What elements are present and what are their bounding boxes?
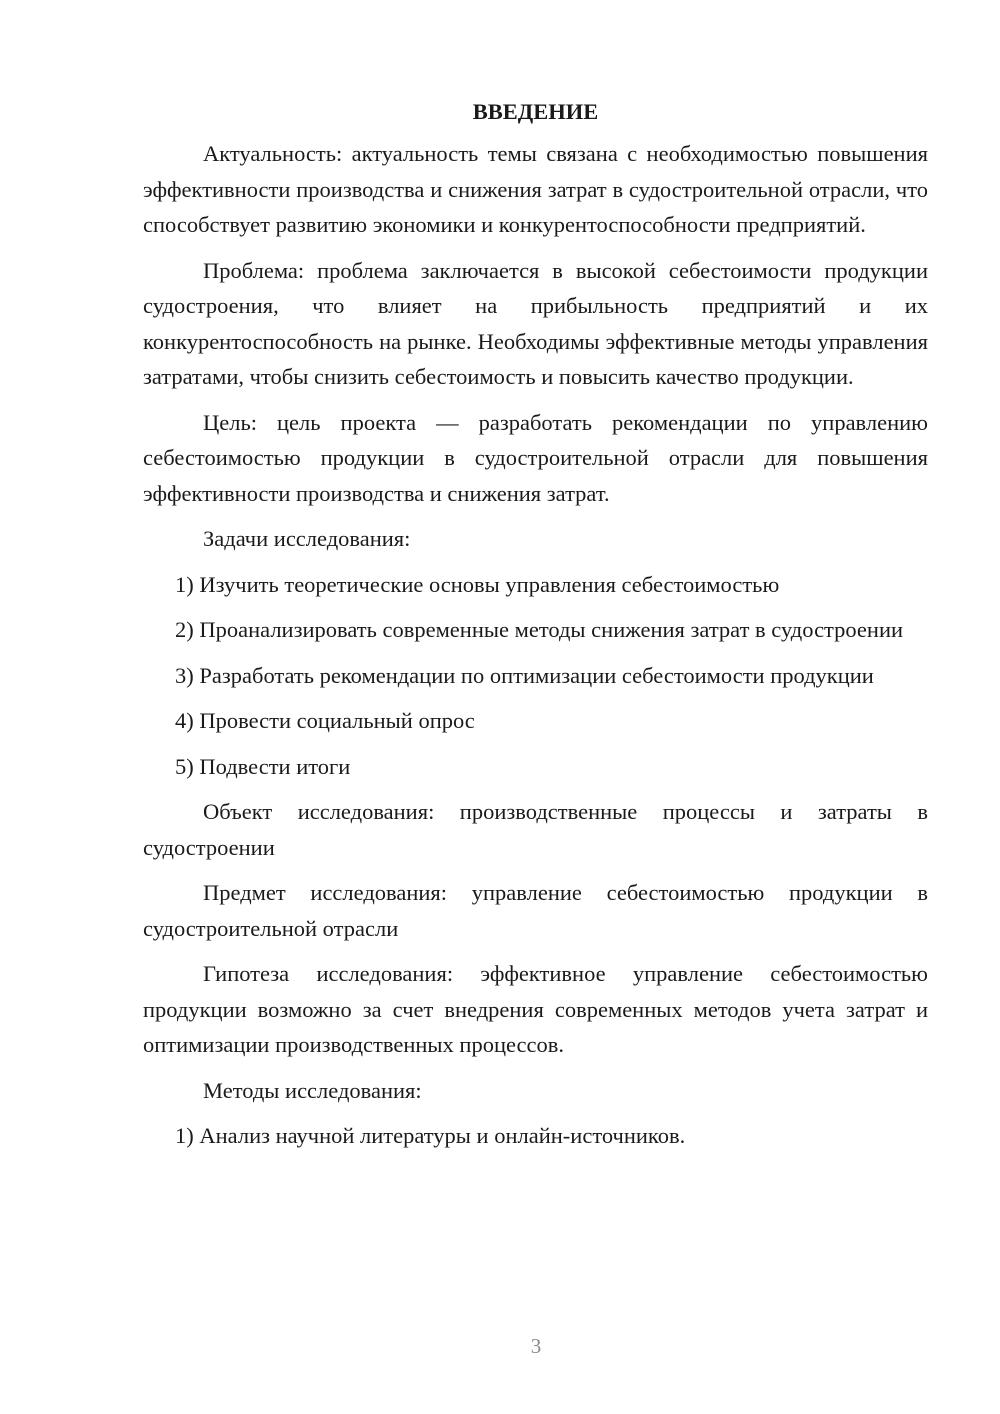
paragraph-problem: Проблема: проблема заключается в высокой себестоимости продукции судостроения, что влияет на прибыльность предприятий и их конкурентоспособность на рынке. Необходимы эффективные методы управления затратами, чтобы снизить себестоимость и повысить качество продукции. <box>143 257 928 389</box>
list-item: 4) Провести социальный опрос <box>175 708 475 733</box>
list-item: 1) Изучить теоретические основы управления себестоимостью <box>175 571 780 597</box>
list-item: 2) Проанализировать современные методы снижения затрат в судостроении <box>175 617 904 642</box>
paragraph-methods-heading: Методы исследования: <box>203 1077 422 1103</box>
paragraph-object: Объект исследования: производственные процессы и затраты в судостроении <box>143 799 928 860</box>
page-body <box>143 96 928 1164</box>
paragraph-relevance: Актуальность: актуальность темы связана с необходимостью повышения эффективности производства и снижения затрат в судостроительной отрасли, что способствует развитию экономики и конкурентоспособности предприятий. <box>143 141 928 237</box>
paragraph-tasks-heading: Задачи исследования: <box>203 526 411 551</box>
list-item: 5) Подвести итоги <box>175 753 351 779</box>
paragraph-subject: Предмет исследования: управление себестоимостью продукции в судостроительной отрасли <box>143 880 928 941</box>
paragraph-hypothesis: Гипотеза исследования: эффективное управление себестоимостью продукции возможно за счет внедрения современных методов учета затрат и оптимизации производственных процессов. <box>143 961 928 1057</box>
list-item: 3) Разработать рекомендации по оптимизации себестоимости продукции <box>175 662 874 688</box>
list-item: 1) Анализ научной литературы и онлайн-источников. <box>175 1123 686 1148</box>
paragraph-goal: Цель: цель проекта — разработать рекомендации по управлению себестоимостью продукции в судостроительной отрасли для повышения эффективности производства и снижения затрат. <box>143 409 928 506</box>
page-title: ВВЕДЕНИЕ <box>472 99 599 124</box>
page-number: 3 <box>530 1334 542 1358</box>
